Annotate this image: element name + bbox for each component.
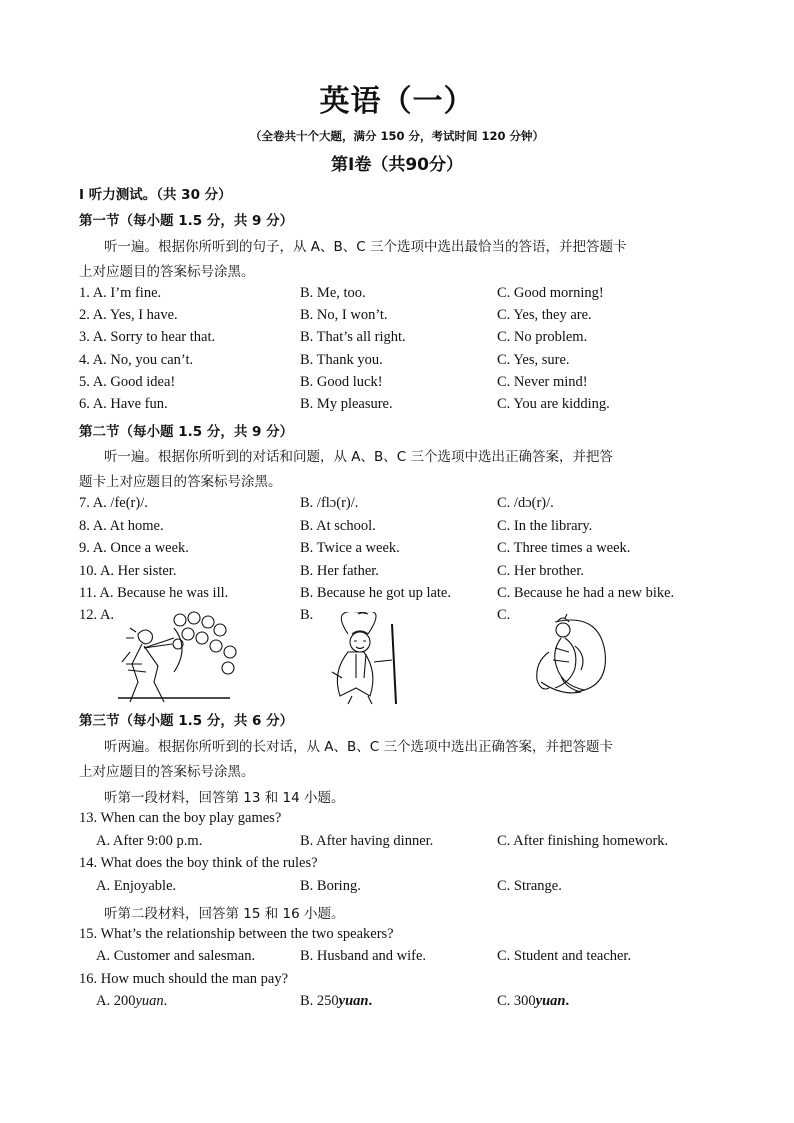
question-4-option-c: C. Yes, sure. bbox=[497, 352, 570, 368]
question-16-stem: 16. How much should the man pay? bbox=[79, 971, 289, 987]
question-7-option-c: C. /dɔ(r)/. bbox=[497, 495, 554, 511]
question-8-option-a: 8. A. At home. bbox=[79, 518, 164, 534]
question-2-option-c: C. Yes, they are. bbox=[497, 307, 592, 323]
part-heading: Ⅰ 听力测试。（共 30 分） bbox=[79, 187, 232, 203]
question-15-stem: 15. What’s the relationship between the two speakers? bbox=[79, 926, 394, 942]
question-14-option-b: B. Boring. bbox=[300, 878, 361, 894]
question-5-option-a: 5. A. Good idea! bbox=[79, 374, 176, 390]
question-2-option-b: B. No, I won’t. bbox=[300, 307, 388, 323]
option-b-period: . bbox=[368, 993, 373, 1009]
question-13-option-b: B. After having dinner. bbox=[300, 833, 434, 849]
question-4-option-b: B. Thank you. bbox=[300, 352, 383, 368]
material-1-note: 听第一段材料，回答第 13 和 14 小题。 bbox=[104, 790, 345, 806]
question-9-option-a: 9. A. Once a week. bbox=[79, 540, 189, 556]
question-13-stem: 13. When can the boy play games? bbox=[79, 810, 282, 826]
question-6-option-a: 6. A. Have fun. bbox=[79, 396, 168, 412]
volume-heading: 第Ⅰ卷（共90分） bbox=[331, 155, 463, 175]
question-1-option-b: B. Me, too. bbox=[300, 285, 366, 301]
question-11-option-b: B. Because he got up late. bbox=[300, 585, 451, 601]
question-2-option-a: 2. A. Yes, I have. bbox=[79, 307, 178, 323]
section-3-instructions: 听两遍。根据你所听到的长对话，从 A、B、C 三个选项中选出正确答案，并把答题卡 bbox=[104, 739, 614, 755]
question-16-option-a bbox=[96, 993, 167, 1010]
question-10-option-a: 10. A. Her sister. bbox=[79, 563, 177, 579]
yuan-unit: yuan bbox=[135, 993, 164, 1009]
question-10-option-b: B. Her father. bbox=[300, 563, 379, 579]
question-5-option-c: C. Never mind! bbox=[497, 374, 588, 390]
question-9-option-b: B. Twice a week. bbox=[300, 540, 400, 556]
option-b-amount: B. 250 bbox=[300, 993, 339, 1009]
section-2-heading: 第二节（每小题 1.5 分，共 9 分） bbox=[79, 424, 294, 440]
question-9-option-c: C. Three times a week. bbox=[497, 540, 631, 556]
question-11-option-a: 11. A. Because he was ill. bbox=[79, 585, 229, 601]
question-16-option-c bbox=[497, 993, 569, 1010]
section-3-heading: 第三节（每小题 1.5 分，共 6 分） bbox=[79, 713, 294, 729]
question-1-option-c: C. Good morning! bbox=[497, 285, 604, 301]
exam-title: 英语（一） bbox=[319, 84, 475, 119]
question-14-option-c: C. Strange. bbox=[497, 878, 562, 894]
exam-subtitle: （全卷共十个大题，满分 150 分，考试时间 120 分钟） bbox=[249, 129, 545, 143]
option-a-period: . bbox=[163, 993, 168, 1009]
section-1-heading: 第一节（每小题 1.5 分，共 9 分） bbox=[79, 213, 294, 229]
question-4-option-a: 4. A. No, you can’t. bbox=[79, 352, 194, 368]
archer-illustration bbox=[108, 608, 240, 704]
question-7-option-b: B. /flɔ(r)/. bbox=[300, 495, 359, 511]
question-5-option-b: B. Good luck! bbox=[300, 374, 383, 390]
fairy-illustration bbox=[525, 612, 615, 698]
question-6-option-b: B. My pleasure. bbox=[300, 396, 393, 412]
monkey-king-illustration bbox=[318, 612, 408, 706]
question-11-option-c: C. Because he had a new bike. bbox=[497, 585, 675, 601]
section-2-instructions-cont: 题卡上对应题目的答案标号涂黑。 bbox=[79, 474, 282, 490]
section-1-instructions: 听一遍。根据你所听到的句子，从 A、B、C 三个选项中选出最恰当的答语，并把答题卡 bbox=[104, 239, 627, 255]
question-12-option-c: C. bbox=[497, 607, 511, 623]
question-15-option-a: A. Customer and salesman. bbox=[96, 948, 256, 964]
question-15-option-b: B. Husband and wife. bbox=[300, 948, 427, 964]
yuan-unit: yuan bbox=[535, 993, 566, 1009]
question-13-option-a: A. After 9:00 p.m. bbox=[96, 833, 203, 849]
material-2-note: 听第二段材料，回答第 15 和 16 小题。 bbox=[104, 906, 345, 922]
question-12-option-a: 12. A. bbox=[79, 607, 115, 623]
option-c-amount: C. 300 bbox=[497, 993, 536, 1009]
question-15-option-c: C. Student and teacher. bbox=[497, 948, 632, 964]
question-16-option-b bbox=[300, 993, 372, 1010]
question-7-option-a: 7. A. /fe(r)/. bbox=[79, 495, 148, 511]
section-1-instructions-cont: 上对应题目的答案标号涂黑。 bbox=[79, 264, 255, 280]
option-a-amount: A. 200 bbox=[96, 993, 136, 1009]
question-14-option-a: A. Enjoyable. bbox=[96, 878, 177, 894]
question-3-option-c: C. No problem. bbox=[497, 329, 588, 345]
question-14-stem: 14. What does the boy think of the rules? bbox=[79, 855, 318, 871]
question-6-option-c: C. You are kidding. bbox=[497, 396, 610, 412]
question-12-option-b: B. bbox=[300, 607, 314, 623]
yuan-unit: yuan bbox=[338, 993, 369, 1009]
question-8-option-b: B. At school. bbox=[300, 518, 376, 534]
option-c-period: . bbox=[565, 993, 570, 1009]
section-2-instructions: 听一遍。根据你所听到的对话和问题，从 A、B、C 三个选项中选出正确答案，并把答 bbox=[104, 449, 614, 465]
question-13-option-c: C. After finishing homework. bbox=[497, 833, 669, 849]
question-1-option-a: 1. A. I’m fine. bbox=[79, 285, 162, 301]
section-3-instructions-cont: 上对应题目的答案标号涂黑。 bbox=[79, 764, 255, 780]
question-3-option-a: 3. A. Sorry to hear that. bbox=[79, 329, 216, 345]
question-8-option-c: C. In the library. bbox=[497, 518, 593, 534]
question-10-option-c: C. Her brother. bbox=[497, 563, 584, 579]
question-3-option-b: B. That’s all right. bbox=[300, 329, 406, 345]
